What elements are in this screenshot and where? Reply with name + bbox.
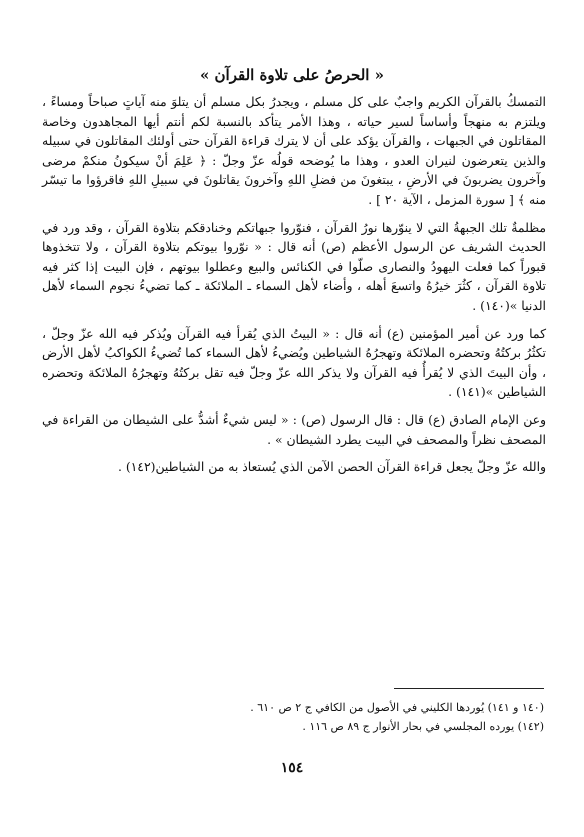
paragraph-5: والله عزّ وجلّ يجعل قراءة القرآن الحصن الآمن الذي يُستعاذ به من الشياطين(١٤٢) .: [117, 459, 546, 475]
footnote-2: (١٤٢) يورده المجلسي في بحار الأنوار ج ٨٩ ص ١١٦ .: [302, 720, 544, 733]
main-text: [42, 92, 546, 483]
footnote-1: (١٤٠ و ١٤١) يُوردها الكليني في الأصول من الكافي ج ٢ ص ٦١٠ .: [250, 701, 544, 714]
paragraph-4: وعن الإمام الصادق (ع) قال : قال الرسول (ص) : « ليس شيءٌ أشدُّ على الشيطان من القراءة في المصحف نظراً والمصحف في البيت يطرد الشيطان » .: [42, 411, 546, 447]
paragraph-2: مظلمةٌ تلك الجبهةُ التي لا ينوّرها نورُ القرآن ، فنوّروا جبهاتكم وخنادقكم بتلاوة القرآن ، وقد ورد في الحديث الشريف عن الرسول الأعظم (ص) أنه قال : « نوّروا بيوتكم بتلاوة القرآن ، ولا تتخذوها قبوراً كما فعلت اليهودُ والنصارى صلّوا في الكنائس والبيع وعطلوا بيوتهم ، فإن البيت إذا كثر فيه تلاوة القرآن ، كثُرَ خيرُهُ واتسعَ أهله ، وأضاء لأهل السماء ـ الملائكة ـ كما تضيءُ نجوم السماء لأهل الدنيا »(١٤٠) .: [42, 219, 546, 313]
paragraph-3: كما ورد عن أمير المؤمنين (ع) أنه قال : « البيتُ الذي يُقرأ فيه القرآن ويُذكر فيه الله عزّ وجلّ ، تكثُرُ بركتُهُ وتحضره الملائكة وتهجرُهُ الشياطين ويُضيءُ لأهل السماء كما تُضيءُ الكواكبُ لأهل الأرض ، وأن البيتَ الذي لا يُقرأُ فيه القرآن ولا يذكر الله عزّ وجلّ فيه تقل بركتُهُ وتهجرُهُ الملائكة وتحضره الشياطين »(١٤١) .: [42, 325, 546, 400]
paragraph-1: التمسكُ بالقرآن الكريم واجبٌ على كل مسلم ، ويجدرُ بكل مسلم أن يتلوَ منه آياتٍ صباحاً ومساءً ، ويلتزم به منهجاً وأساساً لسير حياته ، وهذا الأمر يتأكد بالنسبة لكم أنتم أيها المجاهدون وخاصة المقاتلون في الجبهات ، والقرآن يؤكد على أن لا يترك قراءة القرآن حتى أولئك المقاتلون في سبيله والذين يتعرضون لنيران العدو ، وهذا ما يُوضحه قولُه عزّ وجلّ : ﴿ عَلِمَ أنْ سيكونُ منكمْ مرضى وآخرون يضربونَ في الأرضِ ، يبتغونَ من فضلِ اللهِ وآخرونَ يقاتلونَ في سبيلِ اللهِ فاقرؤوا ما تيسّر منه ﴾ [ سورة المزمل ، الآية ٢٠ ] .: [42, 94, 546, 207]
footnotes: [42, 698, 544, 736]
footnote-divider: [394, 688, 544, 689]
page-title: « الحرصُ على تلاوة القرآن »: [199, 66, 385, 84]
page-number: ١٥٤: [280, 760, 304, 776]
